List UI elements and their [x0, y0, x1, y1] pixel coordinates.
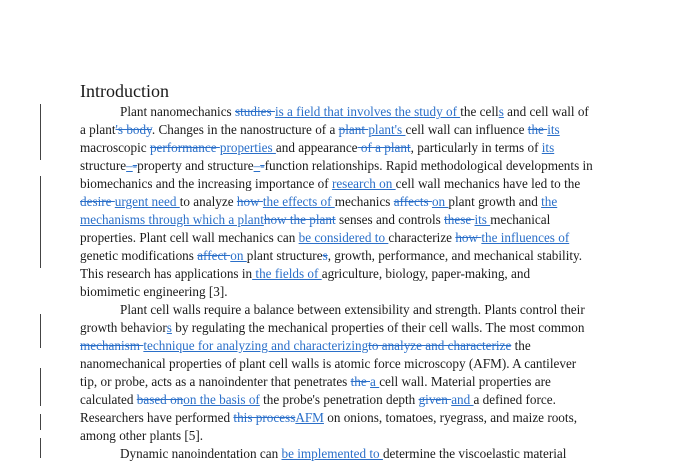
body-text: Plant cell walls require a balance between extensibility and strength. Plants control their: [120, 302, 585, 317]
body-text: , particularly in terms of: [410, 140, 542, 155]
text-line: [80, 247, 582, 265]
body-text: and cell wall of: [503, 104, 589, 119]
body-text: growth behavior: [80, 320, 167, 335]
body-text: Dynamic nanoindentation can: [120, 446, 282, 461]
text-line: [120, 445, 566, 463]
body-text: cell wall. Material properties are: [379, 374, 551, 389]
body-text: property and structure: [137, 158, 254, 173]
text-line: [80, 229, 569, 247]
body-text: biomimetic engineering [3].: [80, 284, 228, 299]
inserted-text: research on: [331, 176, 396, 191]
inserted-text: the effects of: [262, 194, 335, 209]
change-bar: [40, 368, 41, 406]
change-bar: [40, 438, 41, 458]
text-line: [120, 301, 585, 319]
text-line: [80, 211, 550, 229]
body-text: plant growth and: [448, 194, 542, 209]
deleted-text: how the plant: [263, 212, 336, 227]
body-text: macroscopic: [80, 140, 150, 155]
body-text: cell wall mechanics have led to the: [395, 176, 581, 191]
body-text: on onions, tomatoes, ryegrass, and maize roots,: [323, 410, 577, 425]
body-text: Researchers have performed: [80, 410, 234, 425]
body-text: the probe's penetration depth: [259, 392, 419, 407]
inserted-text: the: [541, 194, 558, 209]
body-text: properties. Plant cell wall mechanics can: [80, 230, 299, 245]
deleted-text: this process: [233, 410, 296, 425]
text-line: [80, 409, 577, 427]
inserted-text: and: [451, 392, 474, 407]
body-text: plant structure: [246, 248, 323, 263]
text-line: [80, 121, 560, 139]
text-line: [80, 193, 557, 211]
body-text: to analyze: [179, 194, 237, 209]
inserted-text: its: [541, 140, 555, 155]
deleted-text: 's body: [115, 122, 152, 137]
body-text: mechanical: [490, 212, 551, 227]
deleted-text: s: [322, 248, 328, 263]
inserted-text: on: [230, 248, 247, 263]
text-line: [80, 355, 576, 373]
text-line: [80, 373, 551, 391]
deleted-text: to analyze and characterize: [368, 338, 512, 353]
deleted-text: -: [260, 158, 265, 173]
deleted-text: these: [444, 212, 475, 227]
inserted-text: its: [474, 212, 491, 227]
body-text: nanomechanical properties of plant cell walls is atomic force microscopy (AFM). A cantilever: [80, 356, 577, 371]
deleted-text: affect: [197, 248, 231, 263]
inserted-text: urgent need: [114, 194, 180, 209]
deleted-text: the: [527, 122, 548, 137]
deleted-text: based on: [136, 392, 184, 407]
inserted-text: plant's: [368, 122, 406, 137]
deleted-text: studies: [235, 104, 275, 119]
inserted-text: is a field that involves the study of: [274, 104, 461, 119]
body-text: biomechanics and the increasing importance of: [80, 176, 332, 191]
inserted-text: properties: [219, 140, 276, 155]
inserted-text: the influences of: [481, 230, 570, 245]
text-line: [80, 427, 203, 445]
body-text: characterize: [388, 230, 456, 245]
change-bar: [40, 176, 41, 268]
body-text: tip, or probe, acts as a nanoindenter that penetrates: [80, 374, 351, 389]
deleted-text: affects: [393, 194, 432, 209]
body-text: and appearance: [275, 140, 358, 155]
change-bar: [40, 104, 41, 160]
deleted-text: plant: [338, 122, 369, 137]
change-bar: [40, 414, 41, 430]
inserted-text: s: [498, 104, 504, 119]
text-line: [80, 175, 580, 193]
inserted-text: AFM: [295, 410, 324, 425]
body-text: the: [511, 338, 531, 353]
deleted-text: the: [350, 374, 371, 389]
body-text: among other plants [5].: [80, 428, 204, 443]
body-text: the cell: [460, 104, 499, 119]
change-bar: [40, 314, 41, 348]
text-line: [80, 157, 593, 175]
text-line: [80, 139, 554, 157]
inserted-text: mechanisms through which a plant: [80, 212, 264, 227]
body-text: function relationships. Rapid methodological developments in: [264, 158, 593, 173]
deleted-text: how: [236, 194, 263, 209]
deleted-text: of a plant: [357, 140, 411, 155]
body-text: . Changes in the nanostructure of a: [151, 122, 339, 137]
inserted-text: on: [431, 194, 449, 209]
body-text: This research has applications in: [80, 266, 253, 281]
body-text: structure: [80, 158, 127, 173]
inserted-text: be considered to: [298, 230, 389, 245]
inserted-text: –: [126, 158, 133, 173]
body-text: genetic modifications: [80, 248, 198, 263]
body-text: mechanics: [334, 194, 394, 209]
body-text: cell wall can influence: [405, 122, 528, 137]
inserted-text: technique for analyzing and characterizing: [143, 338, 369, 353]
text-line: [120, 103, 589, 121]
inserted-text: a: [370, 374, 380, 389]
deleted-text: performance: [149, 140, 220, 155]
body-text: Plant nanomechanics: [120, 104, 235, 119]
body-text: a defined force.: [473, 392, 556, 407]
section-heading: Introduction: [80, 81, 169, 101]
text-line: [80, 265, 530, 283]
inserted-text: be implemented to: [281, 446, 383, 461]
body-text: calculated: [80, 392, 137, 407]
body-text: determine the viscoelastic material: [382, 446, 567, 461]
deleted-text: -: [132, 158, 138, 173]
body-text: a plant: [80, 122, 116, 137]
inserted-text: –: [253, 158, 261, 173]
text-line: [80, 319, 584, 337]
deleted-text: how: [455, 230, 482, 245]
text-line: [80, 337, 531, 355]
body-text: by regulating the mechanical properties of their cell walls. The most common: [171, 320, 585, 335]
deleted-text: desire: [80, 194, 115, 209]
inserted-text: s: [166, 320, 172, 335]
body-text: agriculture, biology, paper-making, and: [321, 266, 531, 281]
inserted-text: the fields of: [252, 266, 322, 281]
text-line: [80, 283, 228, 301]
deleted-text: given: [418, 392, 452, 407]
text-line: [80, 391, 556, 409]
body-text: , growth, performance, and mechanical stability.: [327, 248, 583, 263]
inserted-text: on the basis of: [183, 392, 260, 407]
inserted-text: its: [547, 122, 560, 137]
deleted-text: mechanism: [80, 338, 144, 353]
body-text: senses and controls: [335, 212, 445, 227]
